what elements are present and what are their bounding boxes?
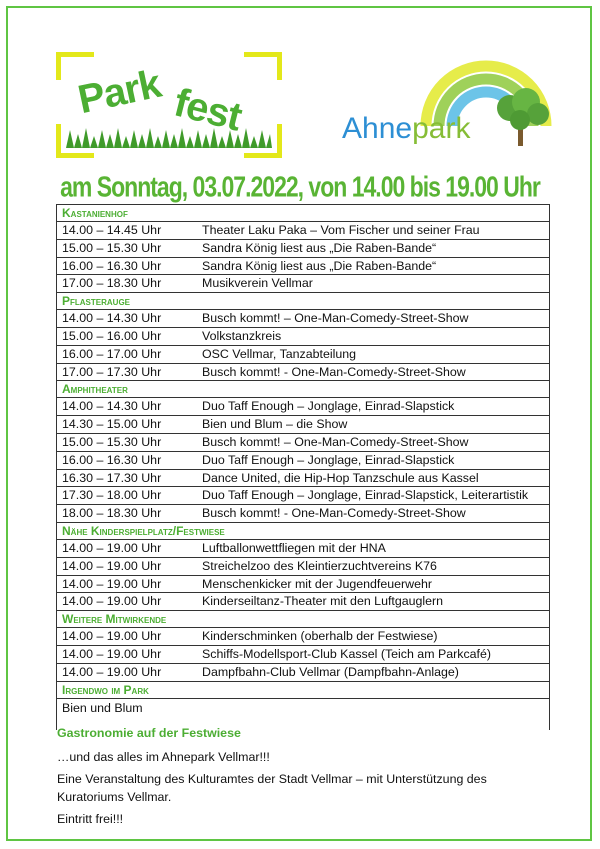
parkfest-logo-word-park: Park (74, 61, 165, 123)
row-time: 17.30 – 18.00 Uhr (62, 488, 162, 503)
schedule-row (57, 576, 549, 594)
schedule-row (57, 258, 549, 276)
row-time: 15.00 – 15.30 Uhr (62, 240, 162, 255)
row-event: Streichelzoo des Kleintierzuchtvereins K76 (202, 558, 437, 573)
row-time: 14.00 – 19.00 Uhr (62, 576, 162, 591)
parkfest-logo (56, 52, 282, 158)
ahnepark-logo-part1: Ahne (342, 112, 413, 145)
schedule-row (57, 434, 549, 452)
row-event: Dance United, die Hip-Hop Tanzschule aus Kassel (202, 470, 479, 485)
row-event: Sandra König liest aus „Die Raben-Bande“ (202, 258, 437, 273)
row-event: Kinderschminken (oberhalb der Festwiese) (202, 629, 438, 644)
schedule-row (57, 310, 549, 328)
schedule-row (57, 452, 549, 470)
schedule-row (57, 346, 549, 364)
gastronomy-note: Gastronomie auf der Festwiese (57, 726, 241, 740)
row-time: 16.00 – 16.30 Uhr (62, 258, 162, 273)
row-time: 17.00 – 17.30 Uhr (62, 364, 162, 379)
row-event: Kinderseiltanz-Theater mit den Luftgauglern (202, 594, 444, 609)
row-time: 16.00 – 17.00 Uhr (62, 346, 162, 361)
section-title: Weitere Mitwirkende (57, 611, 549, 628)
row-event: Sandra König liest aus „Die Raben-Bande“ (202, 240, 437, 255)
schedule-row (57, 275, 549, 293)
section-title: Amphitheater (57, 381, 549, 398)
schedule-row (57, 664, 549, 682)
footer-line-3: Eintritt frei!!! (57, 812, 124, 826)
row-time: 15.00 – 16.00 Uhr (62, 328, 162, 343)
row-event: Duo Taff Enough – Jonglage, Einrad-Slapstick, Leiterartistik (202, 488, 529, 503)
row-time: 14.00 – 14.30 Uhr (62, 399, 162, 414)
ahnepark-logo-text (342, 112, 470, 146)
row-event: Schiffs-Modellsport-Club Kassel (Teich am Parkcafé) (202, 646, 491, 661)
row-event: Busch kommt! – One-Man-Comedy-Street-Show (202, 434, 469, 449)
schedule-row (57, 398, 549, 416)
row-time: 14.00 – 19.00 Uhr (62, 664, 162, 679)
footer-line-1: …und das alles im Ahnepark Vellmar!!! (57, 750, 270, 764)
section-title: Pflasterauge (57, 293, 549, 310)
section-title: Kastanienhof (57, 205, 549, 222)
row-time: 14.00 – 19.00 Uhr (62, 646, 162, 661)
row-time: 14.00 – 19.00 Uhr (62, 540, 162, 555)
footer (57, 724, 547, 832)
row-time: 14.00 – 14.45 Uhr (62, 223, 162, 237)
schedule-row (57, 628, 549, 646)
row-event: Busch kommt! - One-Man-Comedy-Street-Show (202, 506, 466, 521)
schedule-row (57, 240, 549, 258)
section-title: Irgendwo im Park (57, 682, 549, 699)
ahnepark-logo-part2: park (412, 112, 471, 145)
schedule-row (57, 416, 549, 434)
row-time: 16.30 – 17.30 Uhr (62, 470, 162, 485)
row-time: 15.00 – 15.30 Uhr (62, 434, 162, 449)
row-event: Luftballonwettfliegen mit der HNA (202, 540, 386, 555)
row-time: 17.00 – 18.30 Uhr (62, 276, 162, 291)
schedule-row (57, 364, 549, 382)
schedule-row (57, 540, 549, 558)
row-time: 14.00 – 14.30 Uhr (62, 311, 162, 326)
schedule-row (57, 222, 549, 240)
row-time: 14.30 – 15.00 Uhr (62, 417, 162, 432)
row-event: Theater Laku Paka – Vom Fischer und seiner Frau (202, 223, 480, 237)
schedule-row (57, 470, 549, 488)
row-event: Bien und Blum – die Show (202, 417, 348, 432)
schedule-row (57, 558, 549, 576)
schedule-table (56, 204, 550, 730)
schedule-row (57, 505, 549, 523)
section-title: Nähe Kinderspielplatz/Festwiese (57, 523, 549, 540)
row-time: 16.00 – 16.30 Uhr (62, 452, 162, 467)
row-time: 14.00 – 19.00 Uhr (62, 629, 162, 644)
ahnepark-logo (340, 56, 555, 156)
row-event: Duo Taff Enough – Jonglage, Einrad-Slapstick (202, 399, 455, 414)
row-time: 18.00 – 18.30 Uhr (62, 506, 162, 521)
row-event: Duo Taff Enough – Jonglage, Einrad-Slapstick (202, 452, 455, 467)
row-time: 14.00 – 19.00 Uhr (62, 558, 162, 573)
row-event: Menschenkicker mit der Jugendfeuerwehr (202, 576, 433, 591)
row-event: Busch kommt! - One-Man-Comedy-Street-Show (202, 364, 466, 379)
row-event: Dampfbahn-Club Vellmar (Dampfbahn-Anlage) (202, 664, 459, 679)
schedule-row (57, 487, 549, 505)
event-date-headline: am Sonntag, 03.07.2022, von 14.00 bis 19.00 Uhr (60, 170, 540, 203)
row-event: OSC Vellmar, Tanzabteilung (202, 346, 357, 361)
row-event: Volkstanzkreis (202, 328, 282, 343)
row-event: Musikverein Vellmar (202, 276, 313, 291)
schedule-row (57, 593, 549, 611)
parkfest-logo-word-fest: fest (169, 80, 246, 140)
footer-line-2: Eine Veranstaltung des Kulturamtes der Stadt Vellmar – mit Unterstützung des Kuratoriums Vellmar. (57, 772, 487, 804)
row-time: 14.00 – 19.00 Uhr (62, 594, 162, 609)
schedule-row (57, 328, 549, 346)
schedule-entry: Bien und Blum (62, 700, 143, 715)
row-event: Busch kommt! – One-Man-Comedy-Street-Show (202, 311, 469, 326)
schedule-row (57, 646, 549, 664)
